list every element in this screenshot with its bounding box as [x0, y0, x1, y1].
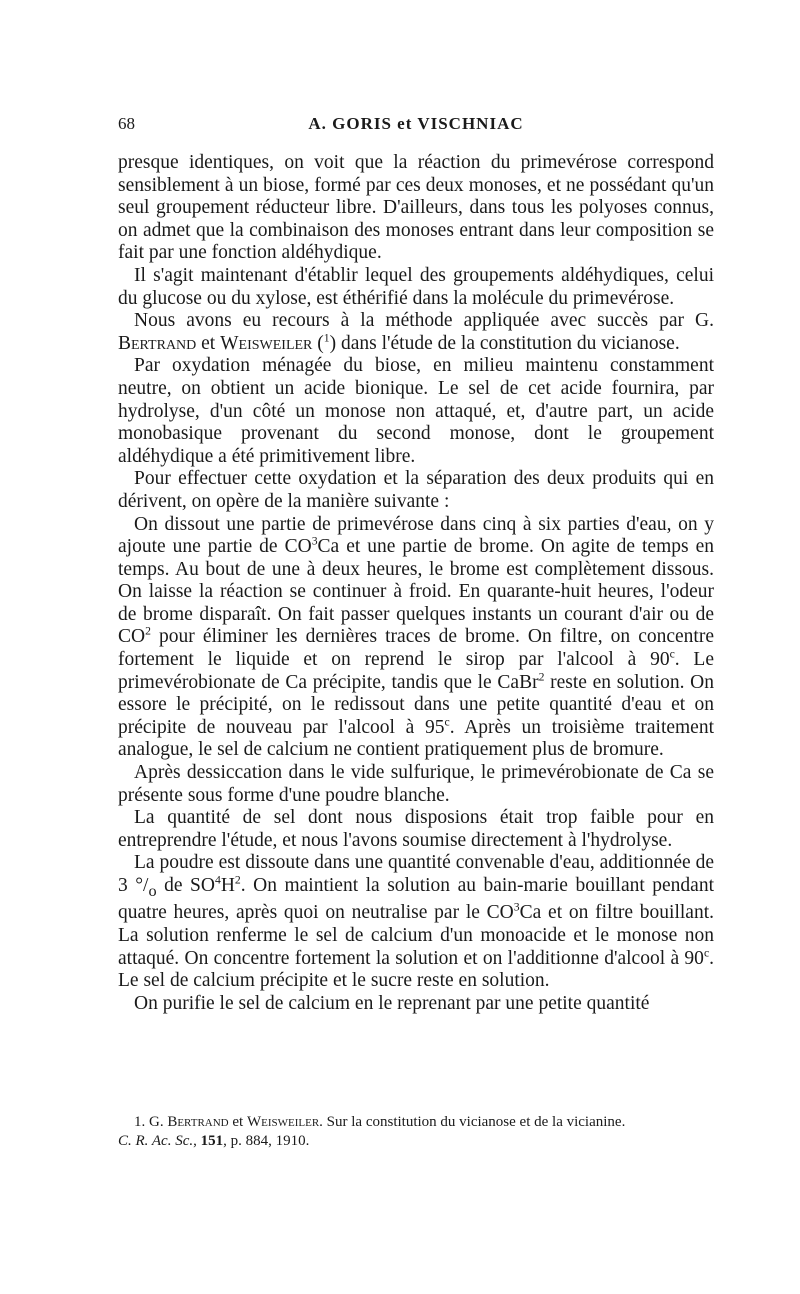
formula-superscript: 3 [513, 900, 520, 914]
paragraph-9-text-c: H [220, 875, 235, 896]
formula-superscript: 2 [234, 873, 241, 887]
author-name-bertrand: Bertrand [118, 332, 197, 354]
formula-superscript: 2 [145, 624, 151, 638]
degree-superscript: c [444, 715, 450, 729]
formula-superscript: 4 [214, 873, 221, 887]
running-head: A. GORIS et VISCHNIAC [308, 114, 524, 133]
paragraph-3 [118, 310, 714, 355]
paragraph-3-ref-open: ( [312, 332, 324, 354]
paragraph-9-text-d: . On maintient la solution au bain-marie bouillant pendant quatre heures, après quoi on neutralise par le CO [118, 875, 715, 924]
paragraph-3-text-b: et [196, 332, 221, 354]
paragraph-6-text-e: reste en solution. On essore le précipité, on le redissout dans une petite quantité d'eau et on précipite de nouveau par l'alcool à 95 [118, 671, 714, 738]
body-text [118, 152, 714, 1015]
footnote-and: et [228, 1114, 247, 1130]
paragraph-1: presque identiques, on voit que la réaction du primevérose correspond sensiblement à un biose, formé par ces deux monoses, et ne possédant qu'un seul groupement réducteur libre. D'ailleurs, dans tous les polyoses connus, on admet que la combinaison des monoses entrant dans leur composition se fait par une fonction aldéhydique. [118, 152, 714, 264]
page-header [118, 114, 714, 140]
permille-subscript: o [148, 881, 157, 900]
paragraph-10: On purifie le sel de calcium en le reprenant par une petite quantité [134, 992, 650, 1014]
paragraph-9-text-f: . Le sel de calcium précipite et le sucre reste en solution. [118, 947, 714, 992]
paragraph-6-text-b: Ca et une partie de brome. On agite de temps en temps. Au bout de une à deux heures, le brome est complètement dissous. On laisse la réaction se continuer à froid. En quarante-huit heures, l'odeur de brome disparaît. On fait passer quelques instants un courant d'air ou de CO [118, 536, 715, 648]
paragraph-6-text-d: . Le primevérobionate de Ca précipite, tandis que le CaBr [118, 649, 714, 693]
paragraph-6-text-a: On dissout une partie de primevérose dans cinq à six parties d'eau, on y ajoute une partie de CO [118, 513, 714, 558]
footnote-pages: , p. 884, 1910. [223, 1133, 310, 1149]
footnote [118, 1113, 714, 1151]
footnote-author-2: Weisweiler [246, 1114, 320, 1130]
footnote-separator: , [193, 1133, 201, 1149]
paragraph-6-text-c: pour éliminer les dernières traces de brome. On filtre, on concentre fortement le liquide et on reprend le sirop par l'alcool à 90 [118, 626, 714, 671]
page-number: 68 [118, 114, 135, 133]
formula-superscript: 2 [538, 670, 545, 684]
paragraph-4: Par oxydation ménagée du biose, en milieu maintenu constamment neutre, on obtient un acide bionique. Le sel de cet acide fournira, par hydrolyse, d'un côté un monose non attaqué, et, d'autre part, un acide monobasique provenant du second monose, dont le groupement aldéhydique a été primitivement libre. [118, 355, 714, 467]
footnote-text [118, 1113, 714, 1151]
footnote-author-1: G. Bertrand [149, 1114, 229, 1130]
paragraph-8: La quantité de sel dont nous disposions était trop faible pour en entreprendre l'étude, et nous l'avons soumise directement à l'hydrolyse. [118, 807, 714, 851]
footnote-number: 1. [134, 1114, 149, 1130]
footnote-volume: 151 [200, 1133, 224, 1149]
paragraph-3-text-c: ) dans l'étude de la constitution du vicianose. [329, 332, 680, 354]
paragraph-6-text-f: . Après un troisième traitement analogue, le sel de calcium ne contient pratiquement plus de bromure. [118, 716, 715, 761]
degree-superscript: c [669, 647, 675, 661]
paragraph-9-text-b: de SO [156, 875, 215, 896]
footnote-journal: C. R. Ac. Sc. [118, 1133, 194, 1149]
paragraph-9 [118, 852, 714, 992]
degree-superscript: c [703, 946, 710, 960]
paragraph-5: Pour effectuer cette oxydation et la séparation des deux produits qui en dérivent, on opère de la manière suivante : [118, 468, 714, 512]
footnote-ref: 1 [323, 331, 330, 345]
paragraph-6 [118, 514, 714, 763]
footnote-title: . Sur la constitution du vicianose et de la vicianine. [319, 1114, 626, 1130]
paragraph-2: Il s'agit maintenant d'établir lequel des groupements aldéhydiques, celui du glucose ou du xylose, est éthérifié dans la molécule du primevérose. [118, 264, 714, 309]
paragraph-3-text-a: Nous avons eu recours à la méthode appliquée avec succès par G. [134, 310, 714, 332]
paragraph-7: Après dessiccation dans le vide sulfurique, le primevérobionate de Ca se présente sous forme d'une poudre blanche. [118, 762, 714, 806]
formula-superscript: 3 [311, 534, 318, 548]
author-name-weisweiler: Weisweiler [220, 332, 313, 354]
paragraph-9-text-a: La poudre est dissoute dans une quantité convenable d'eau, additionnée de 3 °/ [118, 852, 714, 896]
paragraph-9-text-e: Ca et on filtre bouillant. La solution renferme le sel de calcium d'un monoacide et le monose non attaqué. On concentre fortement la solution et on l'additionne d'alcool à 90 [118, 902, 714, 969]
